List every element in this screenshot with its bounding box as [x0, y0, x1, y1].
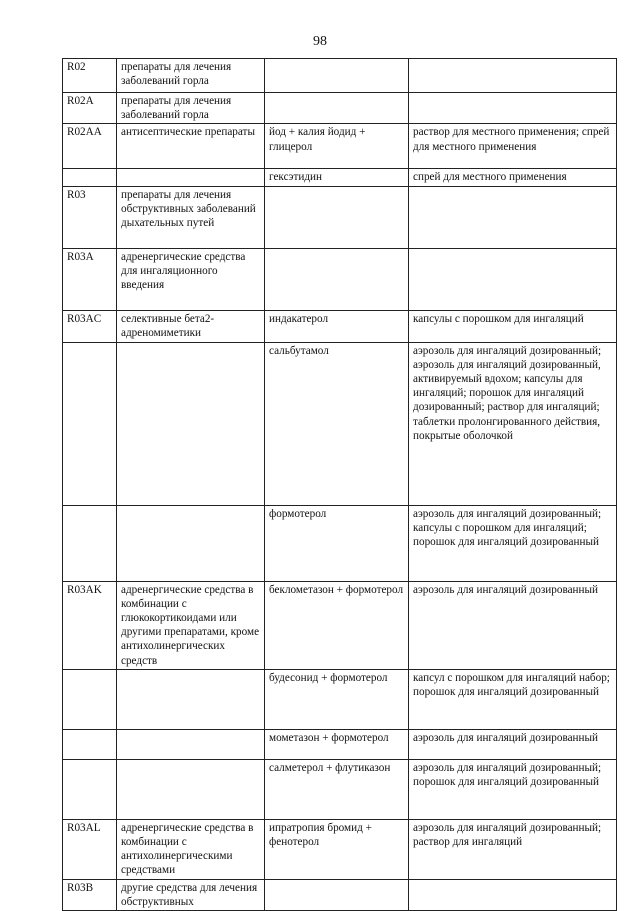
atc-code-cell: [63, 505, 117, 581]
atc-code-cell: [63, 669, 117, 729]
drug-name-cell: [265, 186, 409, 248]
drug-name-cell: индакатерол: [265, 310, 409, 342]
group-name-cell: препараты для лечения заболеваний горла: [117, 59, 265, 93]
drug-name-cell: беклометазон + формотерол: [265, 581, 409, 669]
table-row: [63, 581, 617, 669]
group-name-cell: [117, 729, 265, 759]
dosage-form-cell: аэрозоль для ингаляций дозированный: [409, 729, 617, 759]
table-row: [63, 186, 617, 248]
dosage-form-cell: [409, 186, 617, 248]
group-name-cell: [117, 169, 265, 186]
group-name-cell: адренергические средства для ингаляционного введения: [117, 248, 265, 310]
drug-name-cell: [265, 59, 409, 93]
dosage-form-cell: раствор для местного применения; спрей для местного применения: [409, 124, 617, 169]
dosage-form-cell: [409, 879, 617, 910]
table-row: [63, 819, 617, 879]
dosage-form-cell: [409, 59, 617, 93]
table-row: [63, 169, 617, 186]
drug-name-cell: ипратропия бромид + фенотерол: [265, 819, 409, 879]
table-row: [63, 669, 617, 729]
group-name-cell: селективные бета2-адреномиметики: [117, 310, 265, 342]
dosage-form-cell: аэрозоль для ингаляций дозированный; порошок для ингаляций дозированный: [409, 759, 617, 819]
table-row: [63, 124, 617, 169]
dosage-form-cell: спрей для местного применения: [409, 169, 617, 186]
group-name-cell: [117, 505, 265, 581]
table-row: [63, 248, 617, 310]
atc-code-cell: [63, 342, 117, 505]
drug-classification-table: [62, 58, 617, 911]
atc-code-cell: R03AL: [63, 819, 117, 879]
group-name-cell: препараты для лечения заболеваний горла: [117, 93, 265, 124]
group-name-cell: другие средства для лечения обструктивных: [117, 879, 265, 910]
dosage-form-cell: [409, 93, 617, 124]
table-row: [63, 729, 617, 759]
dosage-form-cell: аэрозоль для ингаляций дозированный: [409, 581, 617, 669]
atc-code-cell: R03B: [63, 879, 117, 910]
atc-code-cell: R03A: [63, 248, 117, 310]
page-number: 98: [313, 34, 327, 49]
group-name-cell: [117, 759, 265, 819]
table-row: [63, 310, 617, 342]
dosage-form-cell: капсулы с порошком для ингаляций: [409, 310, 617, 342]
table-row: [63, 342, 617, 505]
table-row: [63, 93, 617, 124]
dosage-form-cell: аэрозоль для ингаляций дозированный; капсулы с порошком для ингаляций; порошок для ингаляций дозированный: [409, 505, 617, 581]
atc-code-cell: R02A: [63, 93, 117, 124]
drug-name-cell: формотерол: [265, 505, 409, 581]
atc-code-cell: R03: [63, 186, 117, 248]
drug-name-cell: [265, 879, 409, 910]
drug-name-cell: [265, 248, 409, 310]
atc-code-cell: [63, 169, 117, 186]
group-name-cell: препараты для лечения обструктивных заболеваний дыхательных путей: [117, 186, 265, 248]
dosage-form-cell: аэрозоль для ингаляций дозированный; аэрозоль для ингаляций дозированный, активируемый вдохом; капсулы для ингаляций; порошок для ингаляций дозированный; раствор для ингаляций; таблетки пролонгированного действия, покрытые оболочкой: [409, 342, 617, 505]
group-name-cell: антисептические препараты: [117, 124, 265, 169]
drug-name-cell: [265, 93, 409, 124]
atc-code-cell: [63, 729, 117, 759]
group-name-cell: [117, 669, 265, 729]
group-name-cell: адренергические средства в комбинации с антихолинергическими средствами: [117, 819, 265, 879]
drug-name-cell: йод + калия йодид + глицерол: [265, 124, 409, 169]
atc-code-cell: [63, 759, 117, 819]
table-row: [63, 59, 617, 93]
group-name-cell: адренергические средства в комбинации с глюкокортикоидами или другими препаратами, кроме антихолинергических средств: [117, 581, 265, 669]
drug-name-cell: гексэтидин: [265, 169, 409, 186]
table-row: [63, 505, 617, 581]
atc-code-cell: R02: [63, 59, 117, 93]
drug-name-cell: сальбутамол: [265, 342, 409, 505]
atc-code-cell: R02AA: [63, 124, 117, 169]
table-row: [63, 879, 617, 910]
table-row: [63, 759, 617, 819]
drug-name-cell: мометазон + формотерол: [265, 729, 409, 759]
atc-code-cell: R03AK: [63, 581, 117, 669]
dosage-form-cell: [409, 248, 617, 310]
drug-name-cell: салметерол + флутиказон: [265, 759, 409, 819]
atc-code-cell: R03AC: [63, 310, 117, 342]
dosage-form-cell: аэрозоль для ингаляций дозированный; раствор для ингаляций: [409, 819, 617, 879]
dosage-form-cell: капсул с порошком для ингаляций набор; порошок для ингаляций дозированный: [409, 669, 617, 729]
group-name-cell: [117, 342, 265, 505]
drug-name-cell: будесонид + формотерол: [265, 669, 409, 729]
